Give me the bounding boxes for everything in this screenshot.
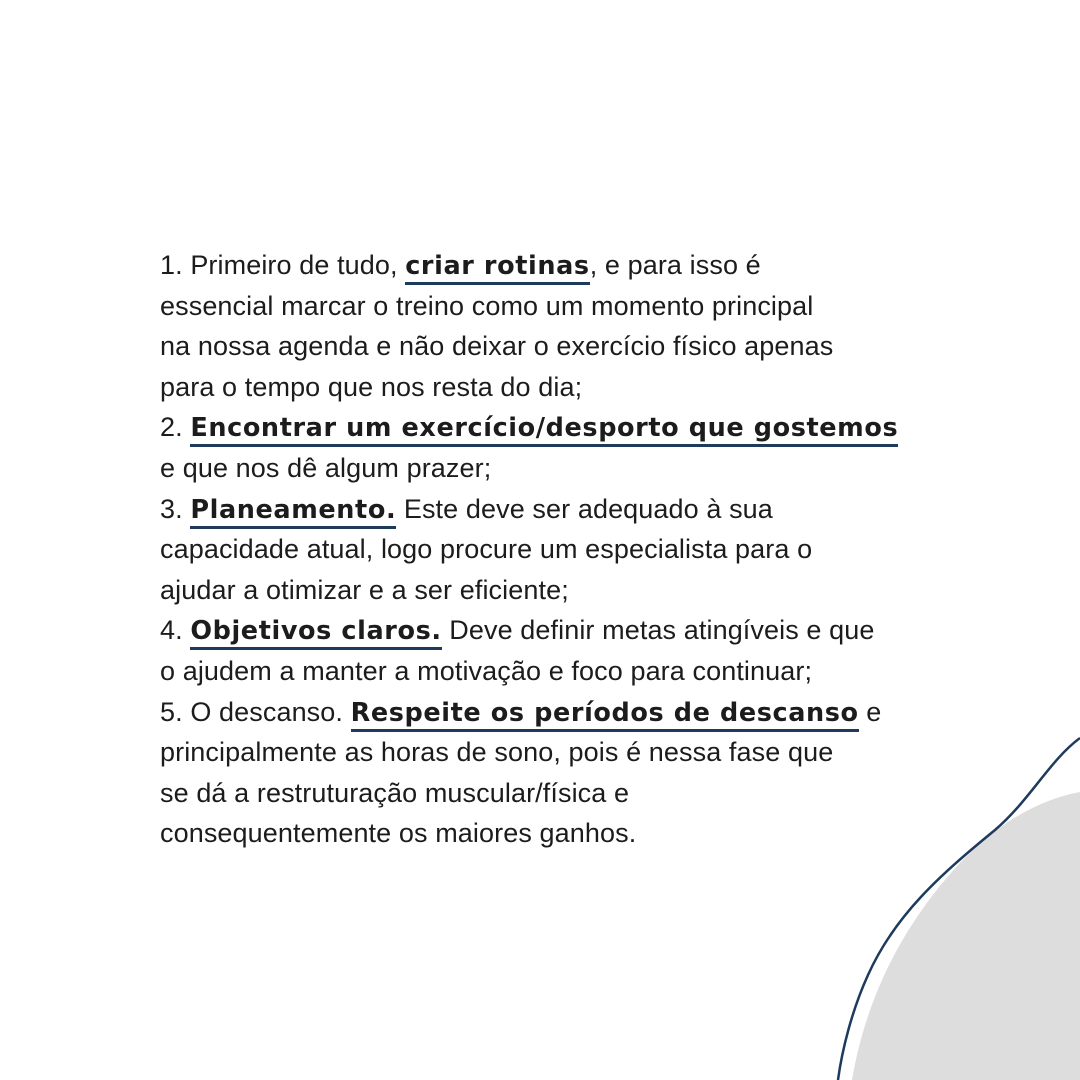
list-item-2-line-2: e que nos dê algum prazer; <box>160 452 492 483</box>
list-item-1-line-3: na nossa agenda e não deixar o exercício físico apenas <box>160 331 834 362</box>
list-item-5-line-2: principalmente as horas de sono, pois é nessa fase que <box>160 737 834 768</box>
list-item-1-line-1: 1. Primeiro de tudo, criar rotinas, e para isso é <box>160 245 940 286</box>
list-item-5-line-3: se dá a restruturação muscular/física e <box>160 777 630 808</box>
highlight-criar-rotinas: criar rotinas <box>405 251 589 285</box>
list-item-4-line-1: 4. Objetivos claros. Deve definir metas atingíveis e que <box>160 610 940 651</box>
highlight-objetivos-claros: Objetivos claros. <box>190 616 441 650</box>
highlight-encontrar-exercicio: Encontrar um exercício/desporto que gostemos <box>190 413 898 447</box>
list-item-5-line-4: consequentemente os maiores ganhos. <box>160 818 637 849</box>
numbered-list <box>160 245 940 854</box>
list-item-2-line-1: 2. Encontrar um exercício/desporto que gostemos <box>160 407 940 448</box>
list-item-3-line-2: capacidade atual, logo procure um especialista para o <box>160 534 813 565</box>
highlight-planeamento: Planeamento. <box>190 495 396 529</box>
highlight-respeite-descanso: Respeite os períodos de descanso <box>351 698 859 732</box>
list-item-3-line-1: 3. Planeamento. Este deve ser adequado à sua <box>160 489 940 530</box>
list-item-5-line-1: 5. O descanso. Respeite os períodos de descanso e <box>160 692 940 733</box>
list-item-1-line-4: para o tempo que nos resta do dia; <box>160 371 583 402</box>
list-item-1-line-2: essencial marcar o treino como um momento principal <box>160 290 814 321</box>
list-item-3-line-3: ajudar a otimizar e a ser eficiente; <box>160 574 569 605</box>
list-item-4-line-2: o ajudem a manter a motivação e foco para continuar; <box>160 655 813 686</box>
